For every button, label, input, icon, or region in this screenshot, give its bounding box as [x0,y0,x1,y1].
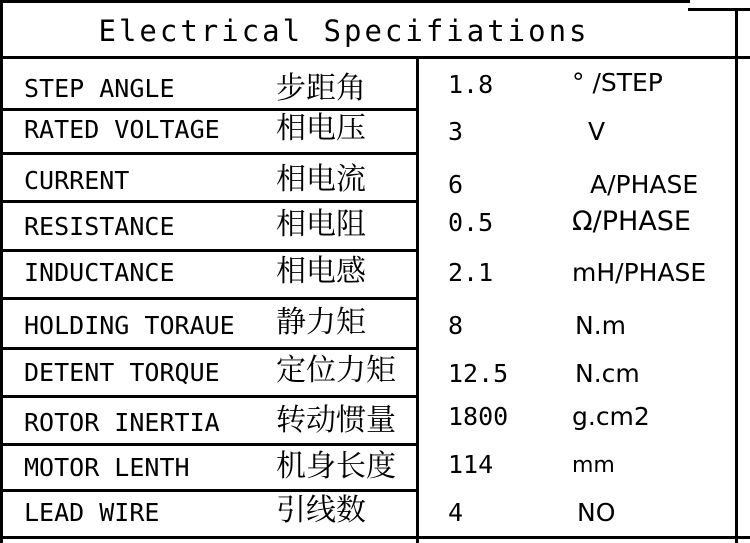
spec-label-cn: 步距角 [276,71,366,106]
spec-unit: N.cm [575,359,640,388]
spec-label-en: RATED VOLTAGE [24,115,220,144]
spec-label-cn: 定位力矩 [276,353,396,388]
spec-label-cn: 静力矩 [276,305,366,340]
column-divider [416,56,419,543]
spec-label-en: STEP ANGLE [24,74,175,103]
spec-value: 8 [448,311,464,340]
row-divider [0,249,418,252]
table-title: Electrical Specifiations [98,14,590,48]
spec-label-cn: 相电压 [276,111,366,146]
spec-label-en: INDUCTANCE [24,258,175,287]
spec-unit: Ω/PHASE [572,206,691,237]
spec-label-en: CURRENT [24,166,130,195]
spec-unit: g.cm2 [572,402,650,431]
spec-label-cn: 机身长度 [276,449,396,484]
spec-value: 6 [448,170,464,199]
table-border-left [0,0,3,543]
spec-value: 1.8 [448,70,494,99]
spec-label-cn: 相电感 [276,254,366,289]
title-divider [0,56,750,59]
spec-value: 3 [448,117,464,146]
row-divider [0,489,418,492]
row-divider [0,200,418,203]
spec-label-en: ROTOR INERTIA [24,408,220,437]
spec-label-en: MOTOR LENTH [24,453,190,482]
row-divider [0,152,418,155]
spec-label-cn: 相电阻 [276,207,366,242]
table-border-top [0,0,690,3]
spec-value: 0.5 [448,208,494,237]
table-border-right [735,8,738,543]
spec-value: 2.1 [448,258,494,287]
row-divider [0,443,418,446]
spec-label-en: LEAD WIRE [24,498,160,527]
spec-value: 114 [448,450,494,479]
spec-label-cn: 相电流 [276,162,366,197]
spec-label-cn: 转动惯量 [276,403,396,438]
spec-unit: N.m [575,311,627,340]
row-divider [0,297,418,300]
spec-label-en: DETENT TORQUE [24,358,220,387]
spec-unit: mm [572,453,615,478]
table-border-bottom [0,536,750,539]
spec-value: 1800 [448,402,509,431]
spec-label-en: HOLDING TORAUE [24,311,235,340]
spec-value: 4 [448,498,464,527]
spec-unit: V [588,117,606,146]
row-divider [0,395,418,398]
spec-unit: A/PHASE [590,170,699,199]
spec-value: 12.5 [448,359,509,388]
spec-label-cn: 引线数 [276,493,366,528]
spec-unit: ° /STEP [572,68,663,97]
spec-unit: mH/PHASE [572,258,707,287]
spec-label-en: RESISTANCE [24,212,175,241]
spec-unit: NO [577,498,616,527]
row-divider [0,347,418,350]
table-border-top-right [688,8,750,11]
